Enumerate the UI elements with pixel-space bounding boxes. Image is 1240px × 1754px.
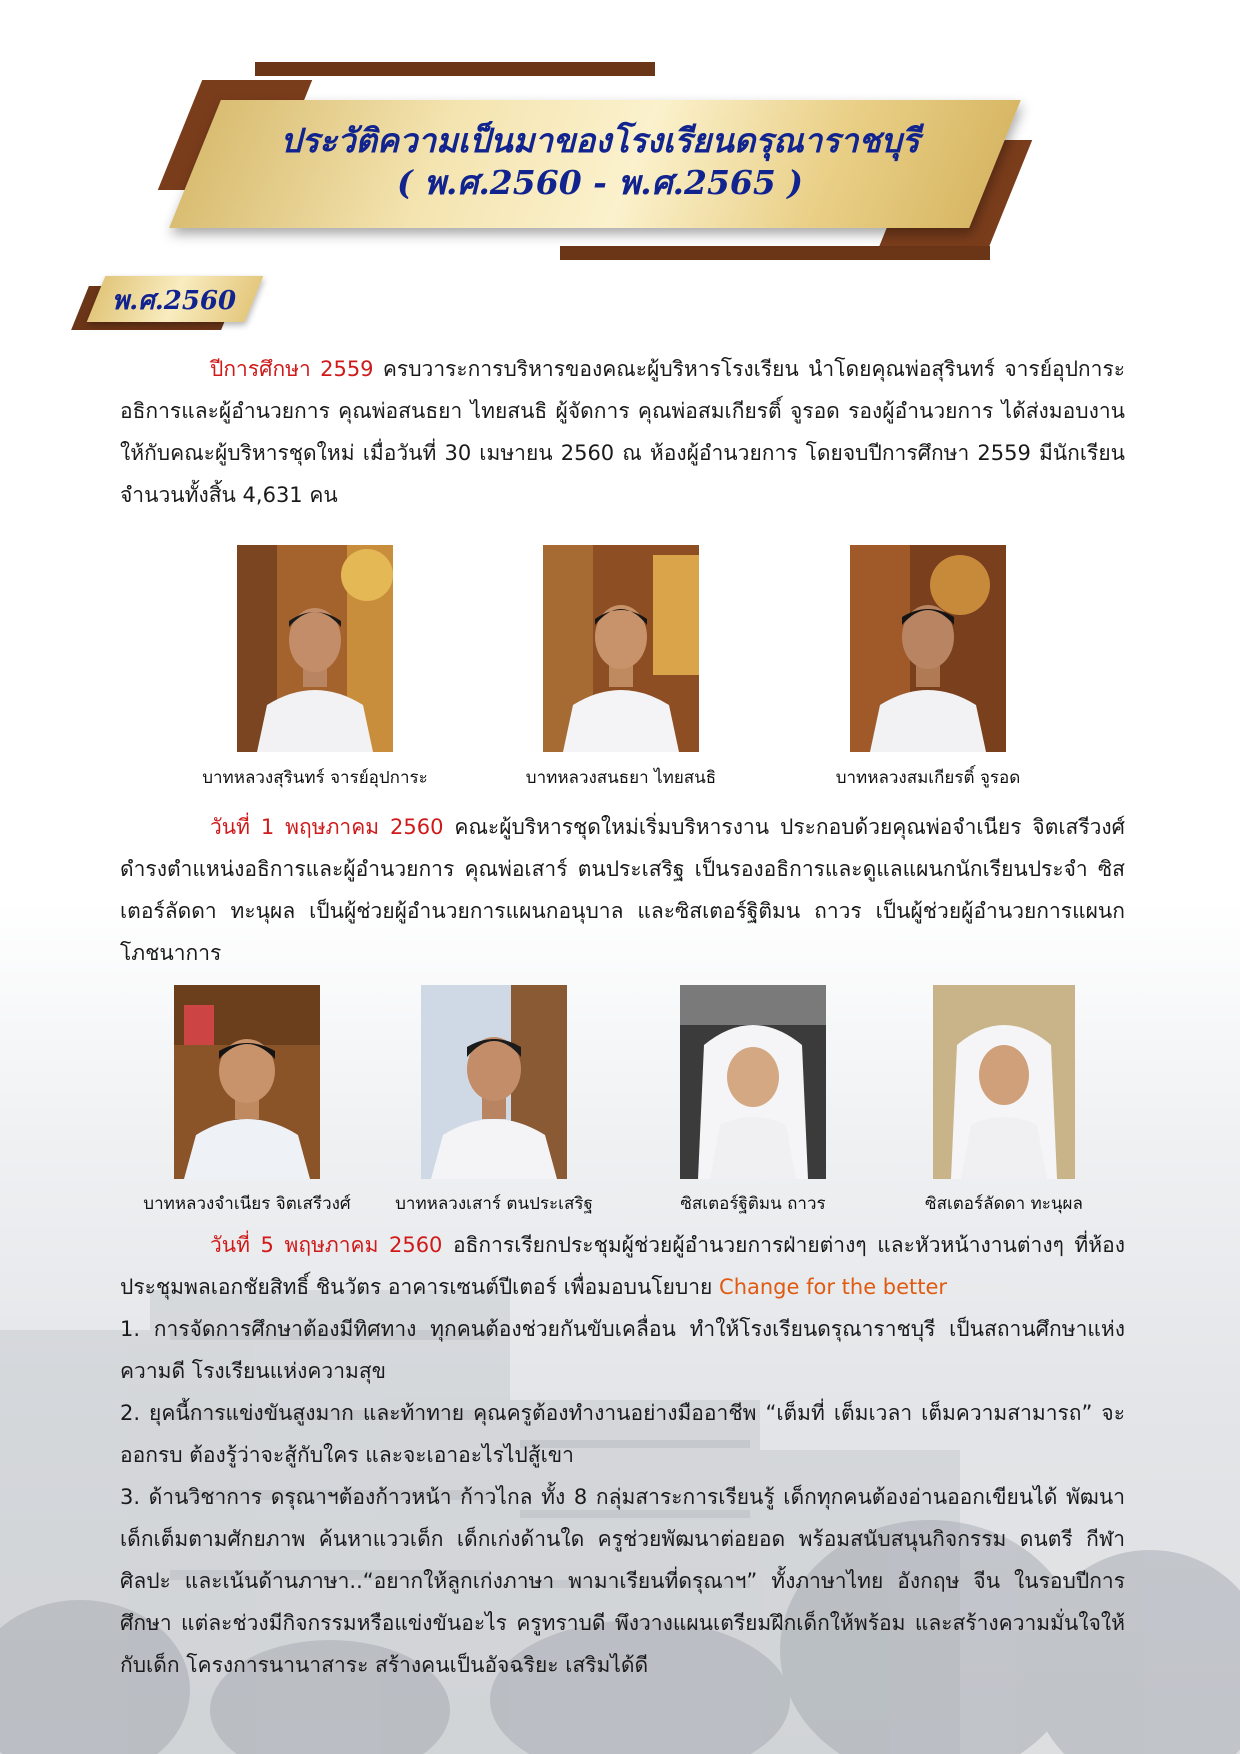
portrait-photo (543, 545, 699, 752)
year-tag-label: พ.ศ.2560 (112, 286, 237, 316)
year-tag (78, 272, 268, 332)
portrait-photo (237, 545, 393, 752)
paragraph-policy-text: อธิการเรียกประชุมผู้ช่วยผู้อำนวยการฝ่ายต่างๆ และหัวหน้างานต่างๆ ที่ห้องประชุมพลเอกชัยสิทธิ์ ชินวัตร อาคารเซนต์ปีเตอร์ เพื่อมอบนโยบาย (120, 1233, 1125, 1299)
portrait-caption: ซิสเตอร์ฐิติมน ถาวร (680, 1194, 826, 1214)
title-banner (140, 60, 1060, 260)
title-line-1: ประวัติความเป็นมาของโรงเรียนดรุณาราชบุรี (280, 121, 920, 160)
portrait-photo (680, 985, 826, 1179)
page-title (210, 120, 990, 204)
policy-slogan: Change for the better (719, 1275, 948, 1299)
paragraph-policy (120, 1224, 1125, 1686)
paragraph-handover-highlight: ปีการศึกษา 2559 (210, 357, 374, 381)
portrait-caption: บาทหลวงสนธยา ไทยสนธิ (525, 768, 717, 788)
portrait-photo (174, 985, 320, 1179)
portrait-caption: บาทหลวงสมเกียรติ์ จูรอด (835, 768, 1021, 788)
paragraph-new-board-text: คณะผู้บริหารชุดใหม่เริ่มบริหารงาน ประกอบด้วยคุณพ่อจำเนียร จิตเสรีวงศ์ ดำรงตำแหน่งอธิการและผู้อำนวยการ คุณพ่อเสาร์ ตนประเสริฐ เป็นรองอธิการและดูแลแผนกนักเรียนประจำ ซิสเตอร์ลัดดา ทะนุผล เป็นผู้ช่วยผู้อำนวยการแผนกอนุบาล และซิสเตอร์ฐิติมน ถาวร เป็นผู้ช่วยผู้อำนวยการแผนกโภชนาการ (120, 815, 1126, 965)
paragraph-new-board-highlight: วันที่ 1 พฤษภาคม 2560 (210, 815, 444, 839)
portrait-photo (421, 985, 567, 1179)
paragraph-new-board (120, 806, 1125, 974)
title-line-2: ( พ.ศ.2560 - พ.ศ.2565 ) (397, 163, 803, 202)
policy-item: 2. ยุคนี้การแข่งขันสูงมาก และท้าทาย คุณครูต้องทำงานอย่างมืออาชีพ “เต็มที่ เต็มเวลา เต็มความสามารถ” จะออกรบ ต้องรู้ว่าจะสู้กับใคร และจะเอาอะไรไปสู้เขา (120, 1401, 1125, 1467)
policy-item: 3. ด้านวิชาการ ดรุณาฯต้องก้าวหน้า ก้าวไกล ทั้ง 8 กลุ่มสาระการเรียนรู้ เด็กทุกคนต้องอ่านออกเขียนได้ พัฒนาเด็กเต็มตามศักยภาพ ค้นหาแววเด็ก เด็กเก่งด้านใด ครูช่วยพัฒนาต่อยอด พร้อมสนับสนุนกิจกรรม ดนตรี กีฬา ศิลปะ และเน้นด้านภาษา..“อยากให้ลูกเก่งภาษา พามาเรียนที่ดรุณาฯ” ทั้งภาษาไทย อังกฤษ จีน ในรอบปีการศึกษา แต่ละช่วงมีกิจกรรมหรือแข่งขันอะไร ครูทราบดี พึงวางแผนเตรียมฝึกเด็กให้พร้อม และสร้างความมั่นใจให้กับเด็ก โครงการนานาสาระ สร้างคนเป็นอัจฉริยะ เสริมได้ดี (120, 1485, 1125, 1677)
portrait-caption: บาทหลวงเสาร์ ตนประเสริฐ (395, 1194, 593, 1214)
policy-item: 1. การจัดการศึกษาต้องมีทิศทาง ทุกคนต้องช่วยกันขับเคลื่อน ทำให้โรงเรียนดรุณาราชบุรี เป็นสถานศึกษาแห่งความดี โรงเรียนแห่งความสุข (120, 1317, 1125, 1383)
portrait-photo (850, 545, 1006, 752)
paragraph-handover (120, 348, 1125, 516)
portrait-photo (933, 985, 1075, 1179)
portrait-caption: บาทหลวงสุรินทร์ จารย์อุปการะ (202, 768, 428, 788)
paragraph-policy-highlight: วันที่ 5 พฤษภาคม 2560 (210, 1233, 443, 1257)
portrait-caption: ซิสเตอร์ลัดดา ทะนุผล (925, 1194, 1083, 1214)
portrait-caption: บาทหลวงจำเนียร จิตเสรีวงศ์ (143, 1194, 351, 1214)
paragraph-handover-text: ครบวาระการบริหารของคณะผู้บริหารโรงเรียน นำโดยคุณพ่อสุรินทร์ จารย์อุปการะ อธิการและผู้อำนวยการ คุณพ่อสนธยา ไทยสนธิ ผู้จัดการ คุณพ่อสมเกียรติ์ จูรอด รองผู้อำนวยการ ได้ส่งมอบงานให้กับคณะผู้บริหารชุดใหม่ เมื่อวันที่ 30 เมษายน 2560 ณ ห้องผู้อำนวยการ โดยจบปีการศึกษา 2559 มีนักเรียน จำนวนทั้งสิ้น 4,631 คน (120, 357, 1126, 507)
